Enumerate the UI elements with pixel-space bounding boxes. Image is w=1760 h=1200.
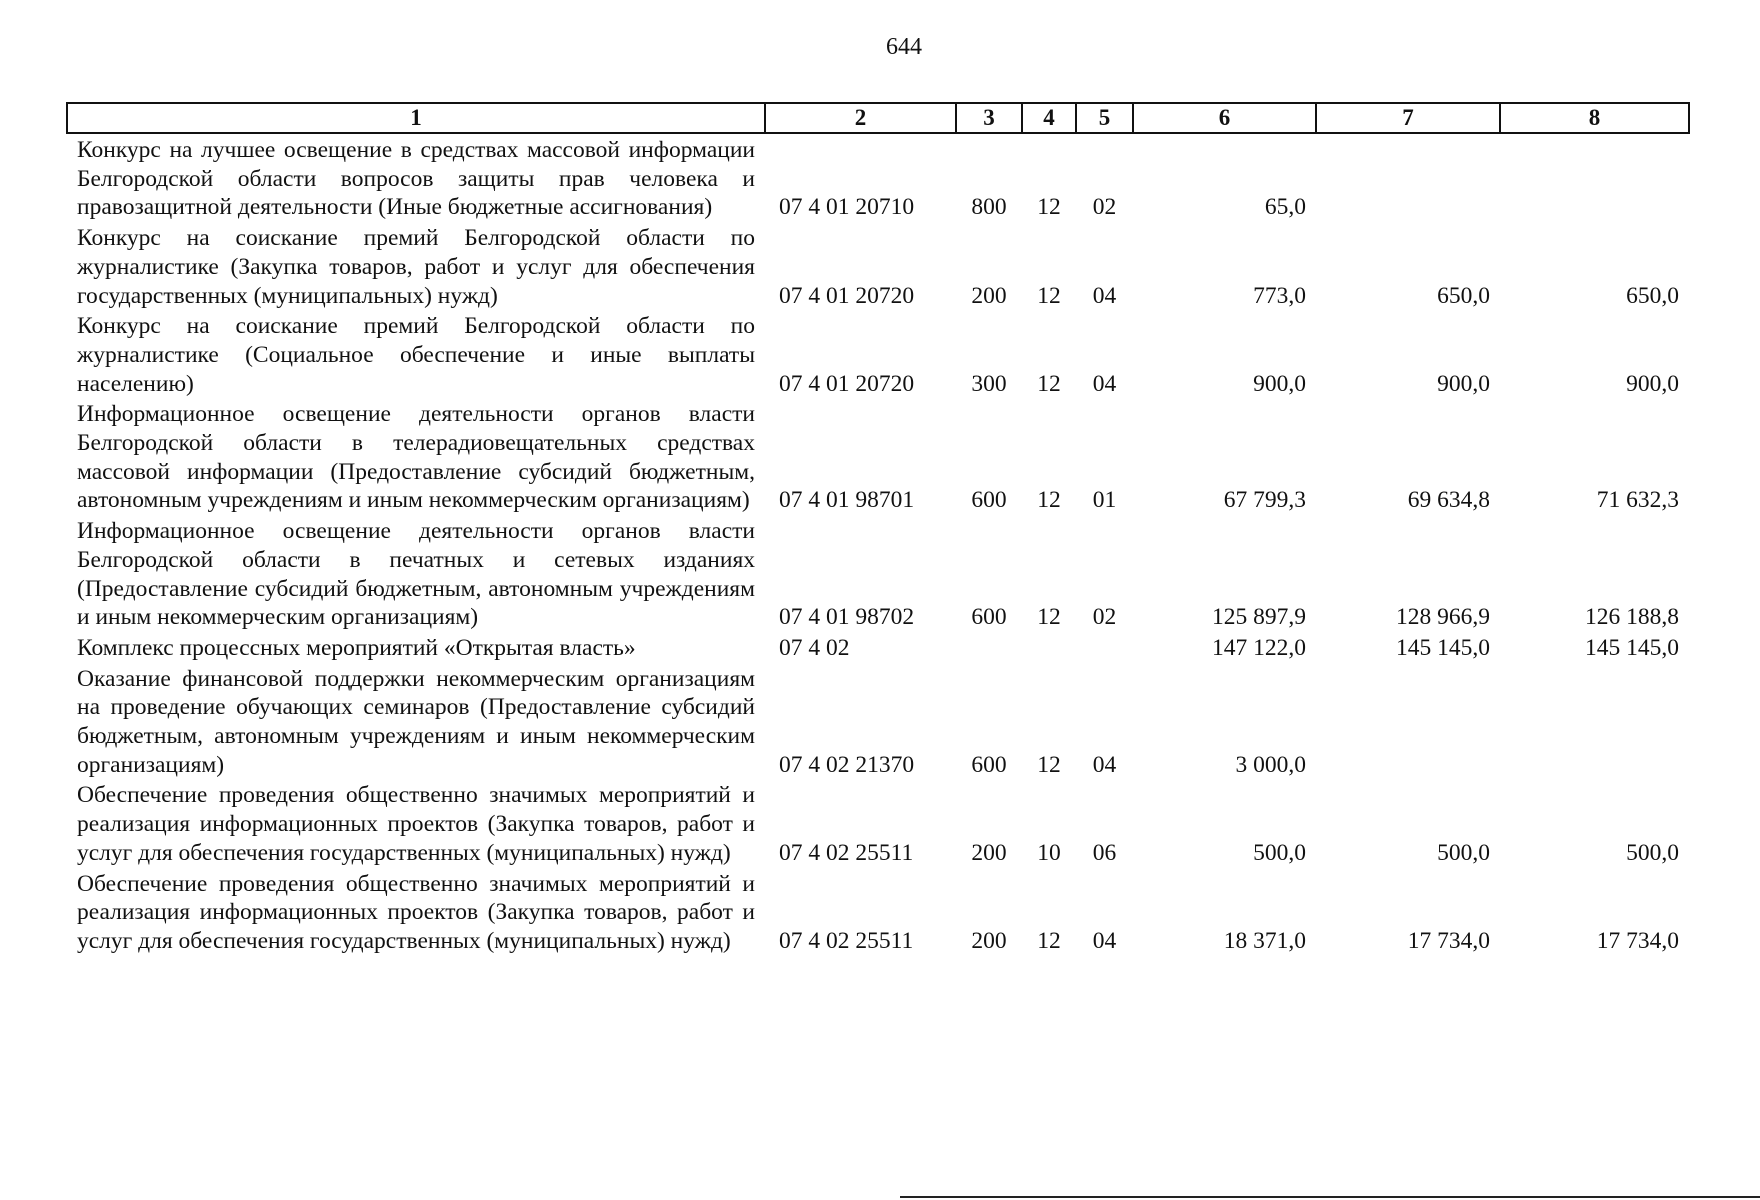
row-col-3: 300 [971, 370, 1007, 397]
row-value-6: 18 371,0 [1223, 927, 1306, 954]
table-row [67, 779, 1689, 867]
row-col-4: 12 [1037, 194, 1061, 221]
row-value-8: 126 188,8 [1585, 604, 1679, 631]
row-value-6: 773,0 [1253, 282, 1306, 309]
row-name: Конкурс на соискание премий Белгородской области по журналистике (Социальное обеспечение и иные выплаты населению) [77, 313, 755, 397]
row-col-5: 04 [1092, 282, 1117, 309]
row-col-5: 04 [1092, 751, 1117, 778]
row-name: Комплекс процессных мероприятий «Открытая власть» [77, 634, 636, 661]
column-header-2: 2 [765, 103, 956, 133]
row-code: 07 4 02 21370 [779, 751, 915, 778]
row-code: 07 4 01 20710 [779, 194, 915, 221]
row-col-3: 200 [971, 282, 1007, 309]
footer-rule [900, 1196, 1760, 1198]
row-value-7: 500,0 [1437, 839, 1490, 866]
row-name: Конкурс на лучшее освещение в средствах массовой информации Белгородской области вопросов защиты прав человека и правозащитной деятельности (Иные бюджетные ассигнования) [77, 137, 755, 221]
row-col-4: 12 [1037, 282, 1061, 309]
row-name: Информационное освещение деятельности органов власти Белгородской области в печатных и сетевых изданиях (Предоставление субсидий бюджетным, автономным учреждениям и иным некоммерческим организациям) [77, 518, 755, 631]
column-header-4: 4 [1022, 103, 1076, 133]
row-value-6: 500,0 [1253, 839, 1306, 866]
row-code: 07 4 02 25511 [779, 927, 914, 954]
row-col-3: 800 [971, 194, 1007, 221]
row-name: Оказание финансовой поддержки некоммерческим организациям на проведение обучающих семинаров (Предоставление субсидий бюджетным, автономным учреждениям и иным некоммерческим организациям) [77, 665, 755, 778]
row-col-5: 01 [1092, 487, 1117, 514]
row-col-3: 200 [971, 927, 1007, 954]
row-col-5: 02 [1092, 194, 1117, 221]
row-col-5: 02 [1092, 604, 1117, 631]
row-col-4: 12 [1037, 604, 1061, 631]
table-row [67, 663, 1689, 780]
table-body [67, 133, 1689, 956]
row-col-5 [1076, 632, 1133, 663]
column-header-6: 6 [1133, 103, 1316, 133]
row-value-7 [1316, 663, 1500, 780]
row-code: 07 4 02 [779, 634, 850, 661]
row-col-3 [956, 632, 1022, 663]
table-row [67, 398, 1689, 515]
row-code: 07 4 01 20720 [779, 282, 915, 309]
table-row [67, 222, 1689, 310]
row-col-4: 10 [1037, 839, 1061, 866]
table-row [67, 133, 1689, 222]
row-col-3: 200 [971, 839, 1007, 866]
row-value-6: 65,0 [1264, 194, 1306, 221]
row-value-7: 128 966,9 [1396, 604, 1490, 631]
table-row [67, 515, 1689, 632]
row-value-6: 147 122,0 [1212, 634, 1306, 661]
row-col-4: 12 [1037, 927, 1061, 954]
column-header-5: 5 [1076, 103, 1133, 133]
row-col-5: 04 [1092, 370, 1117, 397]
row-code: 07 4 01 20720 [779, 370, 915, 397]
row-col-3: 600 [971, 751, 1007, 778]
row-col-4: 12 [1037, 370, 1061, 397]
row-name: Обеспечение проведения общественно значимых мероприятий и реализация информационных проектов (Закупка товаров, работ и услуг для обеспечения государственных (муниципальных) нужд) [77, 782, 755, 866]
row-code: 07 4 01 98702 [779, 604, 915, 631]
page-number: 644 [886, 34, 922, 60]
row-value-8: 17 734,0 [1596, 927, 1679, 954]
row-value-7: 69 634,8 [1407, 487, 1490, 514]
row-col-5: 06 [1092, 839, 1117, 866]
header-row [67, 103, 1689, 133]
budget-table [66, 102, 1690, 956]
row-value-7 [1316, 133, 1500, 222]
row-col-3: 600 [971, 487, 1007, 514]
row-col-4 [1022, 632, 1076, 663]
row-value-8 [1500, 133, 1689, 222]
row-value-7: 17 734,0 [1407, 927, 1490, 954]
row-col-4: 12 [1037, 487, 1061, 514]
row-value-6: 3 000,0 [1235, 751, 1306, 778]
row-col-4: 12 [1037, 751, 1061, 778]
table-row [67, 310, 1689, 398]
row-value-8: 71 632,3 [1596, 487, 1679, 514]
column-header-8: 8 [1500, 103, 1689, 133]
column-header-7: 7 [1316, 103, 1500, 133]
row-value-8 [1500, 663, 1689, 780]
row-value-6: 67 799,3 [1223, 487, 1306, 514]
table-row [67, 868, 1689, 956]
column-header-1: 1 [67, 103, 765, 133]
row-col-5: 04 [1092, 927, 1117, 954]
row-name: Конкурс на соискание премий Белгородской области по журналистике (Закупка товаров, работ и услуг для обеспечения государственных (муниципальных) нужд) [77, 225, 755, 309]
row-value-8: 650,0 [1626, 282, 1679, 309]
row-name: Обеспечение проведения общественно значимых мероприятий и реализация информационных проектов (Закупка товаров, работ и услуг для обеспечения государственных (муниципальных) нужд) [77, 870, 755, 954]
row-value-8: 145 145,0 [1585, 634, 1679, 661]
row-value-7: 650,0 [1437, 282, 1490, 309]
row-col-3: 600 [971, 604, 1007, 631]
row-code: 07 4 01 98701 [779, 487, 915, 514]
row-value-7: 900,0 [1437, 370, 1490, 397]
row-value-6: 125 897,9 [1212, 604, 1306, 631]
row-value-6: 900,0 [1253, 370, 1306, 397]
row-name: Информационное освещение деятельности органов власти Белгородской области в телерадиовещательных средствах массовой информации (Предоставление субсидий бюджетным, автономным учреждениям и иным некоммерческим организациям) [77, 401, 755, 514]
column-header-3: 3 [956, 103, 1022, 133]
row-code: 07 4 02 25511 [779, 839, 914, 866]
table-row [67, 632, 1689, 663]
row-value-7: 145 145,0 [1396, 634, 1490, 661]
row-value-8: 900,0 [1626, 370, 1679, 397]
row-value-8: 500,0 [1626, 839, 1679, 866]
